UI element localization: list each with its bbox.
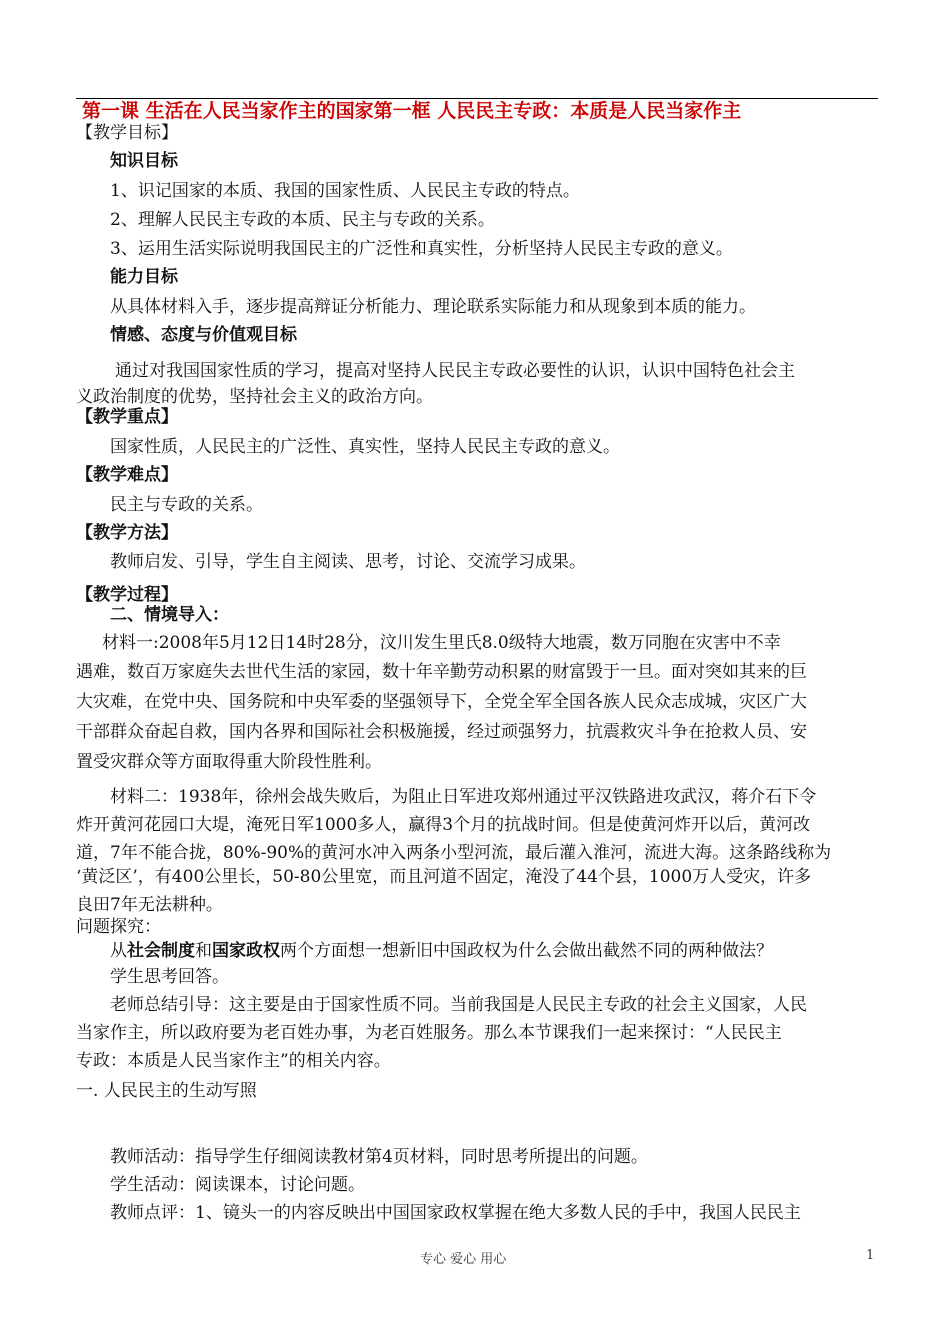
emotion-text: 通过对我国国家性质的学习，提高对坚持人民民主专政必要性的认识，认识中国特色社会主 xyxy=(115,361,795,381)
inquiry-question xyxy=(110,940,773,962)
inquiry-keyword: 国家政权 xyxy=(212,941,280,961)
material1-line: 大灾难，在党中央、国务院和中央军委的坚强领导下，全党全军全国各族人民众志成城，灾区广大 xyxy=(76,692,807,712)
material1-line: 材料一:2008年5月12日14时28分，汶川发生里氏8.0级特大地震，数万同胞在灾害中不幸 xyxy=(102,633,781,653)
material1-line: 置受灾群众等方面取得重大阶段性胜利。 xyxy=(76,752,382,772)
page-title: 第一课 生活在人民当家作主的国家第一框 人民民主专政：本质是人民当家作主 xyxy=(82,100,742,122)
teacher-comment: 教师点评：1、镜头一的内容反映出中国国家政权掌握在绝大多数人民的手中，我国人民民主 xyxy=(110,1203,801,1223)
page-footer: 专心 爱心 用心 xyxy=(420,1252,507,1267)
teacher-summary-line: 当家作主，所以政府要为老百姓办事，为老百姓服务。那么本节课我们一起来探讨：“人民民主 xyxy=(76,1023,782,1043)
material1-line: 遇难，数百万家庭失去世代生活的家园，数十年辛勤劳动积累的财富毁于一旦。面对突如其来的巨 xyxy=(76,662,807,682)
key-header: 【教学重点】 xyxy=(76,407,178,427)
goals-header: 【教学目标】 xyxy=(76,123,178,143)
method-header: 【教学方法】 xyxy=(76,523,178,543)
ability-title: 能力目标 xyxy=(110,267,178,287)
ability-text: 从具体材料入手，逐步提高辩证分析能力、理论联系实际能力和从现象到本质的能力。 xyxy=(110,297,756,317)
header-rule xyxy=(76,98,878,99)
knowledge-title: 知识目标 xyxy=(110,151,178,171)
material2-line: 材料二：1938年，徐州会战失败后，为阻止日军进攻郑州通过平汉铁路进攻武汉，蒋介石下令 xyxy=(110,787,817,807)
page-number: 1 xyxy=(866,1248,875,1263)
knowledge-item: 3、运用生活实际说明我国民主的广泛性和真实性，分析坚持人民民主专政的意义。 xyxy=(110,239,733,259)
section1-title: 一. 人民民主的生动写照 xyxy=(76,1081,257,1101)
inquiry-label: 问题探究： xyxy=(76,917,161,937)
teacher-activity: 教师活动：指导学生仔细阅读教材第4页材料，同时思考所提出的问题。 xyxy=(110,1147,648,1167)
knowledge-item: 1、识记国家的本质、我国的国家性质、人民民主专政的特点。 xyxy=(110,181,580,201)
material2-line: 道，7年不能合拢，80%-90%的黄河水冲入两条小型河流，最后灌入淮河，流进大海。这条路线称为 xyxy=(76,843,832,863)
material2-line: 良田7年无法耕种。 xyxy=(76,895,223,915)
teacher-summary-line: 专政：本质是人民当家作主”的相关内容。 xyxy=(76,1051,391,1071)
method-text: 教师启发、引导，学生自主阅读、思考，讨论、交流学习成果。 xyxy=(110,552,586,572)
intro-title: 二、情境导入： xyxy=(110,605,229,625)
emotion-title: 情感、态度与价值观目标 xyxy=(110,325,297,345)
material2-line: ‘黄泛区’，有400公里长，50-80公里宽，而且河道不固定，淹没了44个县，1000万人受灾，许多 xyxy=(76,867,812,887)
student-activity: 学生活动：阅读课本，讨论问题。 xyxy=(110,1175,365,1195)
difficulty-header: 【教学难点】 xyxy=(76,465,178,485)
material1-line: 干部群众奋起自救，国内各界和国际社会积极施援，经过顽强努力，抗震救灾斗争在抢救人员、安 xyxy=(76,722,807,742)
inquiry-keyword: 社会制度 xyxy=(127,941,195,961)
process-header: 【教学过程】 xyxy=(76,585,178,605)
material2-line: 炸开黄河花园口大堤，淹死日军1000多人，赢得3个月的抗战时间。但是使黄河炸开以后，黄河改 xyxy=(76,815,811,835)
student-think: 学生思考回答。 xyxy=(110,967,229,987)
difficulty-text: 民主与专政的关系。 xyxy=(110,495,263,515)
emotion-text: 义政治制度的优势，坚持社会主义的政治方向。 xyxy=(76,387,433,407)
teacher-summary-line: 老师总结引导：这主要是由于国家性质不同。当前我国是人民民主专政的社会主义国家，人民 xyxy=(110,995,807,1015)
inquiry-question-part: 两个方面想一想新旧中国政权为什么会做出截然不同的两种做法？ xyxy=(280,941,773,961)
inquiry-question-part: 和 xyxy=(195,941,212,961)
knowledge-item: 2、理解人民民主专政的本质、民主与专政的关系。 xyxy=(110,210,495,230)
inquiry-question-part: 从 xyxy=(110,941,127,961)
key-text: 国家性质，人民民主的广泛性、真实性，坚持人民民主专政的意义。 xyxy=(110,437,620,457)
